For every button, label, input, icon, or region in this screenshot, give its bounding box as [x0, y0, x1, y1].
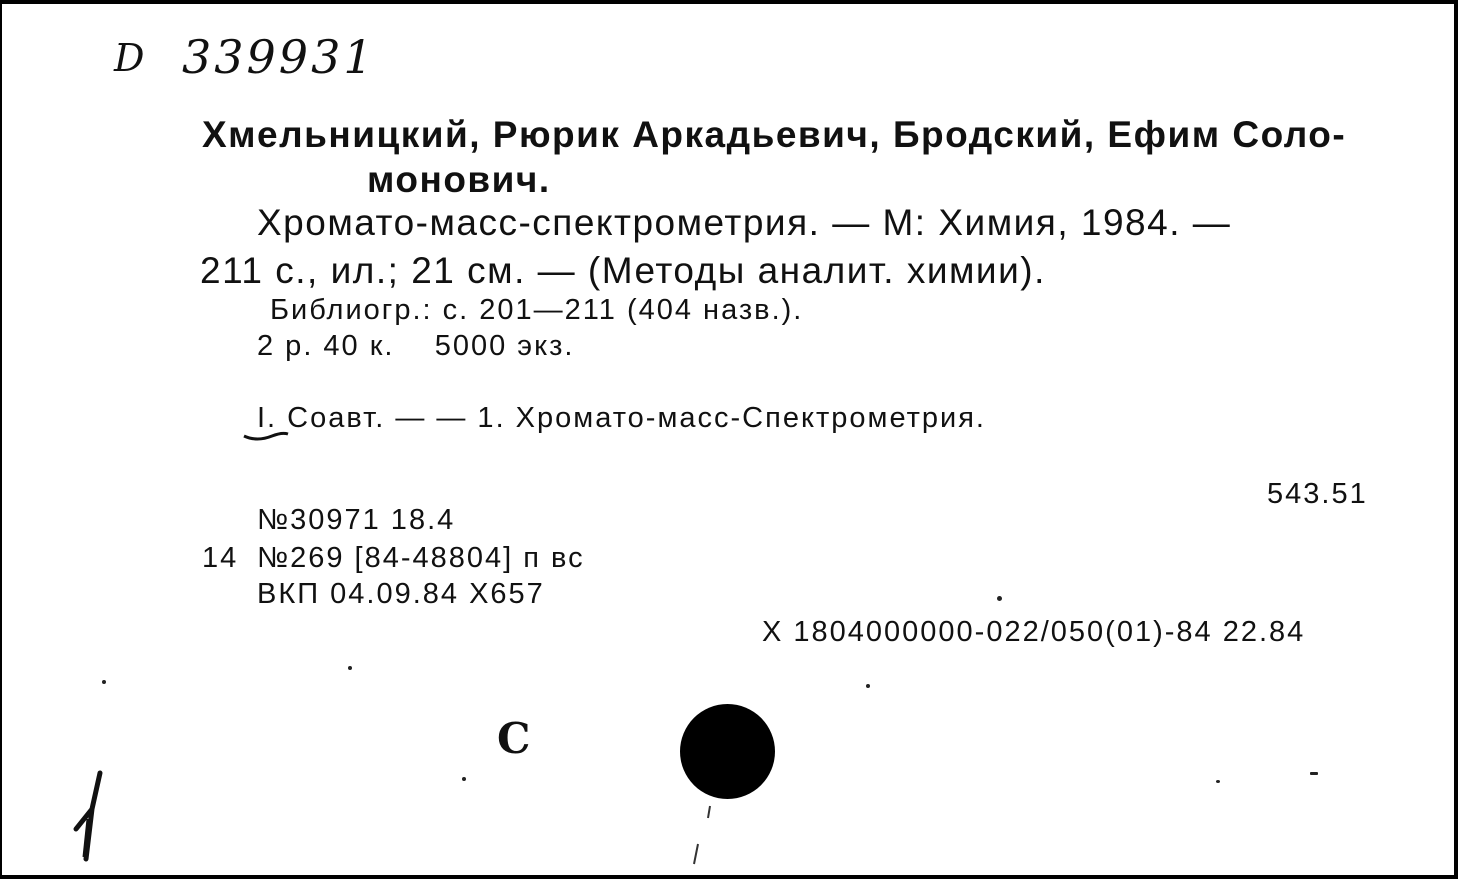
authors-line-2: монович. [367, 159, 551, 200]
title-line-2: 211 с., ил.; 21 см. — (Методы аналит. химии). [200, 250, 1046, 291]
registry-line-2: №269 [84-48804] п вс [257, 542, 585, 574]
classification-number: 543.51 [1267, 478, 1368, 510]
speck [997, 596, 1002, 601]
registry-line-3: ВКП 04.09.84 Х657 [257, 578, 545, 610]
registry-line-1: №30971 18.4 [257, 504, 456, 536]
speck [102, 680, 106, 684]
catalog-code: Х 1804000000-022/050(01)-84 22.84 [762, 616, 1306, 648]
tracing-line: I. Соавт. — — 1. Хромато-масс-Спектрометрия. [257, 402, 986, 434]
handwritten-mark [62, 769, 112, 869]
authors-line-1: Хмельницкий, Рюрик Аркадьевич, Бродский, Ефим Соло- [202, 114, 1347, 155]
stamp-letter-c: С [497, 714, 531, 763]
bibliography-note: Библиогр.: с. 201—211 (404 назв.). [270, 294, 804, 326]
speck [1216, 780, 1220, 783]
speck [348, 666, 352, 670]
speck [1310, 772, 1318, 775]
punch-hole [680, 704, 775, 799]
speck [866, 684, 870, 688]
tracing-scribble [242, 426, 292, 442]
speck [462, 777, 466, 781]
price-note: 2 р. 40 к. 5000 экз. [257, 330, 575, 362]
title-line-1: Хромато-масс-спектрометрия. — М: Химия, 1984. — [257, 202, 1232, 243]
scratch-mark [682, 804, 722, 879]
registry-line-2-prefix: 14 [202, 542, 239, 574]
handwritten-number: 339931 [182, 30, 376, 84]
handwritten-prefix: D [114, 36, 148, 80]
